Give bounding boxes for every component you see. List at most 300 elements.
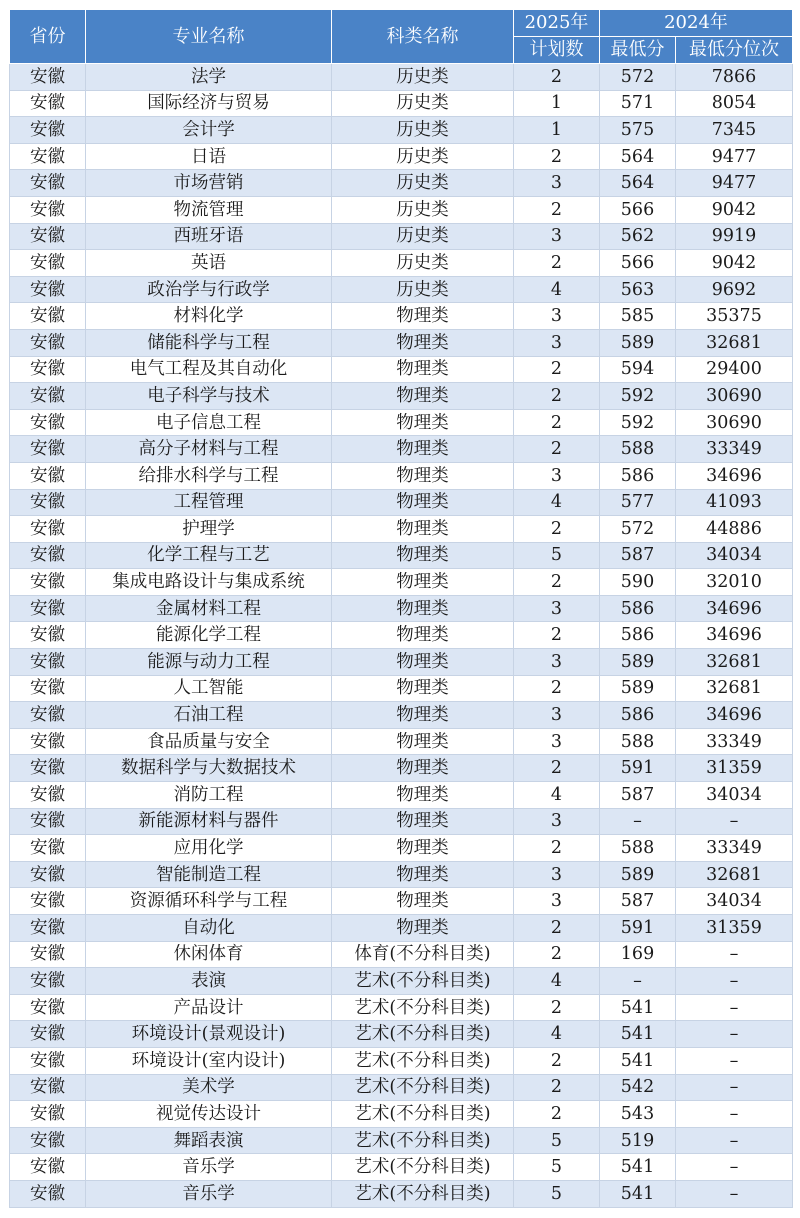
header-province: 省份	[10, 10, 86, 64]
cell-plan: 2	[514, 383, 600, 410]
table-row	[10, 702, 793, 729]
cell-min-score: 566	[600, 196, 676, 223]
header-plan: 计划数	[514, 37, 600, 64]
cell-category: 历史类	[332, 64, 514, 91]
cell-province: 安徽	[10, 888, 86, 915]
cell-major: 能源与动力工程	[86, 649, 332, 676]
cell-category: 物理类	[332, 622, 514, 649]
table-row	[10, 649, 793, 676]
cell-major: 数据科学与大数据技术	[86, 755, 332, 782]
cell-province: 安徽	[10, 569, 86, 596]
cell-min-score: 591	[600, 915, 676, 942]
cell-plan: 3	[514, 462, 600, 489]
cell-min-score: 588	[600, 835, 676, 862]
cell-category: 物理类	[332, 888, 514, 915]
cell-min-score: 572	[600, 64, 676, 91]
cell-province: 安徽	[10, 1101, 86, 1128]
cell-province: 安徽	[10, 143, 86, 170]
cell-province: 安徽	[10, 462, 86, 489]
cell-plan: 3	[514, 808, 600, 835]
cell-min-rank: 33349	[676, 728, 793, 755]
table-row	[10, 356, 793, 383]
cell-major: 高分子材料与工程	[86, 436, 332, 463]
cell-province: 安徽	[10, 196, 86, 223]
cell-major: 美术学	[86, 1074, 332, 1101]
cell-category: 物理类	[332, 915, 514, 942]
cell-category: 物理类	[332, 702, 514, 729]
cell-major: 应用化学	[86, 835, 332, 862]
cell-category: 艺术(不分科目类)	[332, 1180, 514, 1207]
cell-min-rank: 34696	[676, 595, 793, 622]
cell-province: 安徽	[10, 994, 86, 1021]
table-row	[10, 569, 793, 596]
cell-category: 历史类	[332, 143, 514, 170]
cell-min-rank: –	[676, 941, 793, 968]
cell-category: 物理类	[332, 436, 514, 463]
table-row	[10, 595, 793, 622]
cell-min-score: 588	[600, 436, 676, 463]
cell-category: 物理类	[332, 542, 514, 569]
table-row	[10, 1154, 793, 1181]
cell-province: 安徽	[10, 1021, 86, 1048]
cell-major: 产品设计	[86, 994, 332, 1021]
cell-min-rank: 34034	[676, 888, 793, 915]
cell-category: 艺术(不分科目类)	[332, 1101, 514, 1128]
table-row	[10, 90, 793, 117]
table-row	[10, 489, 793, 516]
cell-plan: 3	[514, 595, 600, 622]
cell-min-score: 541	[600, 994, 676, 1021]
cell-province: 安徽	[10, 542, 86, 569]
cell-min-score: 592	[600, 409, 676, 436]
cell-min-score: 541	[600, 1021, 676, 1048]
cell-major: 市场营销	[86, 170, 332, 197]
cell-min-rank: 9919	[676, 223, 793, 250]
header-plan-year: 2025年	[514, 10, 600, 37]
cell-category: 物理类	[332, 462, 514, 489]
cell-min-score: 586	[600, 462, 676, 489]
cell-plan: 4	[514, 276, 600, 303]
cell-province: 安徽	[10, 1074, 86, 1101]
cell-min-score: 588	[600, 728, 676, 755]
cell-min-rank: 35375	[676, 303, 793, 330]
cell-plan: 4	[514, 782, 600, 809]
cell-plan: 2	[514, 1074, 600, 1101]
cell-province: 安徽	[10, 702, 86, 729]
cell-province: 安徽	[10, 1047, 86, 1074]
cell-province: 安徽	[10, 595, 86, 622]
cell-plan: 3	[514, 329, 600, 356]
cell-min-score: 587	[600, 542, 676, 569]
cell-category: 历史类	[332, 250, 514, 277]
cell-category: 物理类	[332, 675, 514, 702]
cell-category: 历史类	[332, 117, 514, 144]
table-row	[10, 170, 793, 197]
table-row	[10, 303, 793, 330]
cell-min-rank: –	[676, 1180, 793, 1207]
cell-plan: 3	[514, 170, 600, 197]
table-row	[10, 143, 793, 170]
cell-major: 石油工程	[86, 702, 332, 729]
cell-category: 物理类	[332, 728, 514, 755]
cell-province: 安徽	[10, 436, 86, 463]
cell-min-rank: –	[676, 1047, 793, 1074]
table-row	[10, 622, 793, 649]
cell-category: 物理类	[332, 489, 514, 516]
cell-province: 安徽	[10, 383, 86, 410]
header-min-rank: 最低分位次	[676, 37, 793, 64]
cell-major: 音乐学	[86, 1180, 332, 1207]
cell-min-rank: 33349	[676, 835, 793, 862]
cell-min-score: –	[600, 968, 676, 995]
cell-province: 安徽	[10, 1127, 86, 1154]
cell-category: 艺术(不分科目类)	[332, 1047, 514, 1074]
cell-plan: 3	[514, 702, 600, 729]
cell-province: 安徽	[10, 755, 86, 782]
table-row	[10, 329, 793, 356]
cell-major: 储能科学与工程	[86, 329, 332, 356]
cell-plan: 2	[514, 835, 600, 862]
cell-province: 安徽	[10, 516, 86, 543]
cell-min-rank: 9042	[676, 196, 793, 223]
cell-plan: 2	[514, 1101, 600, 1128]
cell-plan: 3	[514, 861, 600, 888]
cell-plan: 2	[514, 196, 600, 223]
table-row	[10, 888, 793, 915]
cell-min-rank: 7345	[676, 117, 793, 144]
cell-plan: 2	[514, 250, 600, 277]
cell-plan: 4	[514, 1021, 600, 1048]
table-row	[10, 755, 793, 782]
cell-major: 会计学	[86, 117, 332, 144]
cell-province: 安徽	[10, 861, 86, 888]
cell-min-score: 590	[600, 569, 676, 596]
cell-min-rank: 32681	[676, 861, 793, 888]
cell-plan: 2	[514, 622, 600, 649]
cell-min-score: 575	[600, 117, 676, 144]
table-row	[10, 915, 793, 942]
cell-plan: 2	[514, 569, 600, 596]
table-row	[10, 835, 793, 862]
cell-min-score: 587	[600, 782, 676, 809]
cell-min-score: 589	[600, 329, 676, 356]
cell-plan: 4	[514, 968, 600, 995]
table-header	[10, 10, 793, 64]
table-row	[10, 64, 793, 91]
cell-min-score: 566	[600, 250, 676, 277]
table-row	[10, 383, 793, 410]
cell-min-rank: 32681	[676, 649, 793, 676]
cell-min-rank: 32681	[676, 329, 793, 356]
cell-min-score: 543	[600, 1101, 676, 1128]
cell-min-score: 571	[600, 90, 676, 117]
table-row	[10, 1127, 793, 1154]
cell-major: 食品质量与安全	[86, 728, 332, 755]
cell-category: 物理类	[332, 569, 514, 596]
cell-min-score: 586	[600, 702, 676, 729]
cell-category: 艺术(不分科目类)	[332, 994, 514, 1021]
cell-min-score: 541	[600, 1154, 676, 1181]
cell-province: 安徽	[10, 835, 86, 862]
admission-table-container	[9, 9, 792, 1208]
table-row	[10, 728, 793, 755]
cell-category: 艺术(不分科目类)	[332, 1021, 514, 1048]
cell-major: 工程管理	[86, 489, 332, 516]
cell-category: 艺术(不分科目类)	[332, 968, 514, 995]
cell-plan: 3	[514, 888, 600, 915]
cell-min-rank: –	[676, 1127, 793, 1154]
cell-min-score: 564	[600, 170, 676, 197]
cell-min-rank: 29400	[676, 356, 793, 383]
cell-category: 艺术(不分科目类)	[332, 1127, 514, 1154]
cell-major: 英语	[86, 250, 332, 277]
cell-major: 能源化学工程	[86, 622, 332, 649]
cell-min-score: 589	[600, 861, 676, 888]
cell-province: 安徽	[10, 90, 86, 117]
cell-plan: 2	[514, 409, 600, 436]
cell-province: 安徽	[10, 1154, 86, 1181]
cell-min-score: 572	[600, 516, 676, 543]
cell-major: 资源循环科学与工程	[86, 888, 332, 915]
cell-min-score: 586	[600, 595, 676, 622]
cell-major: 消防工程	[86, 782, 332, 809]
cell-plan: 2	[514, 1047, 600, 1074]
cell-category: 体育(不分科目类)	[332, 941, 514, 968]
cell-plan: 2	[514, 436, 600, 463]
cell-major: 物流管理	[86, 196, 332, 223]
cell-min-score: –	[600, 808, 676, 835]
cell-major: 自动化	[86, 915, 332, 942]
cell-category: 物理类	[332, 409, 514, 436]
cell-category: 艺术(不分科目类)	[332, 1154, 514, 1181]
cell-min-rank: 9042	[676, 250, 793, 277]
table-row	[10, 542, 793, 569]
cell-min-rank: 30690	[676, 409, 793, 436]
cell-major: 智能制造工程	[86, 861, 332, 888]
cell-major: 政治学与行政学	[86, 276, 332, 303]
cell-province: 安徽	[10, 941, 86, 968]
table-body	[10, 64, 793, 1208]
cell-min-rank: 41093	[676, 489, 793, 516]
table-row	[10, 968, 793, 995]
cell-min-score: 591	[600, 755, 676, 782]
cell-category: 物理类	[332, 595, 514, 622]
cell-min-rank: –	[676, 968, 793, 995]
cell-min-rank: 7866	[676, 64, 793, 91]
table-row	[10, 462, 793, 489]
table-row	[10, 1074, 793, 1101]
cell-min-rank: 9477	[676, 170, 793, 197]
cell-min-rank: 32010	[676, 569, 793, 596]
cell-plan: 2	[514, 64, 600, 91]
cell-major: 环境设计(室内设计)	[86, 1047, 332, 1074]
cell-province: 安徽	[10, 675, 86, 702]
table-row	[10, 861, 793, 888]
table-row	[10, 1180, 793, 1207]
cell-major: 休闲体育	[86, 941, 332, 968]
cell-category: 物理类	[332, 383, 514, 410]
cell-category: 物理类	[332, 755, 514, 782]
table-row	[10, 196, 793, 223]
table-row	[10, 223, 793, 250]
cell-category: 物理类	[332, 782, 514, 809]
cell-province: 安徽	[10, 170, 86, 197]
cell-min-rank: 33349	[676, 436, 793, 463]
cell-plan: 2	[514, 675, 600, 702]
cell-major: 给排水科学与工程	[86, 462, 332, 489]
cell-province: 安徽	[10, 250, 86, 277]
cell-min-score: 541	[600, 1047, 676, 1074]
cell-province: 安徽	[10, 223, 86, 250]
table-row	[10, 409, 793, 436]
header-category: 科类名称	[332, 10, 514, 64]
table-row	[10, 1047, 793, 1074]
cell-min-rank: 32681	[676, 675, 793, 702]
cell-plan: 2	[514, 755, 600, 782]
cell-province: 安徽	[10, 356, 86, 383]
cell-min-rank: –	[676, 1021, 793, 1048]
cell-category: 物理类	[332, 835, 514, 862]
cell-province: 安徽	[10, 782, 86, 809]
cell-min-score: 563	[600, 276, 676, 303]
cell-province: 安徽	[10, 622, 86, 649]
cell-province: 安徽	[10, 808, 86, 835]
table-row	[10, 808, 793, 835]
cell-plan: 2	[514, 941, 600, 968]
cell-min-score: 542	[600, 1074, 676, 1101]
cell-min-rank: –	[676, 1101, 793, 1128]
cell-province: 安徽	[10, 64, 86, 91]
cell-plan: 3	[514, 223, 600, 250]
cell-min-rank: 9692	[676, 276, 793, 303]
cell-major: 舞蹈表演	[86, 1127, 332, 1154]
table-row	[10, 1101, 793, 1128]
cell-min-rank: 31359	[676, 755, 793, 782]
cell-min-score: 586	[600, 622, 676, 649]
cell-plan: 1	[514, 90, 600, 117]
cell-plan: 2	[514, 915, 600, 942]
cell-major: 电子信息工程	[86, 409, 332, 436]
cell-plan: 3	[514, 728, 600, 755]
cell-major: 环境设计(景观设计)	[86, 1021, 332, 1048]
header-min-score: 最低分	[600, 37, 676, 64]
cell-min-score: 587	[600, 888, 676, 915]
cell-min-rank: –	[676, 1154, 793, 1181]
cell-plan: 3	[514, 649, 600, 676]
cell-category: 物理类	[332, 808, 514, 835]
cell-category: 物理类	[332, 861, 514, 888]
cell-min-rank: 31359	[676, 915, 793, 942]
cell-major: 日语	[86, 143, 332, 170]
cell-plan: 5	[514, 1127, 600, 1154]
cell-province: 安徽	[10, 489, 86, 516]
cell-min-rank: 34696	[676, 462, 793, 489]
cell-category: 物理类	[332, 329, 514, 356]
table-row	[10, 250, 793, 277]
cell-min-score: 585	[600, 303, 676, 330]
cell-province: 安徽	[10, 649, 86, 676]
cell-min-score: 519	[600, 1127, 676, 1154]
cell-plan: 2	[514, 516, 600, 543]
cell-category: 历史类	[332, 276, 514, 303]
cell-plan: 5	[514, 1154, 600, 1181]
cell-plan: 3	[514, 303, 600, 330]
cell-min-score: 577	[600, 489, 676, 516]
cell-province: 安徽	[10, 329, 86, 356]
cell-plan: 4	[514, 489, 600, 516]
cell-major: 音乐学	[86, 1154, 332, 1181]
table-row	[10, 516, 793, 543]
table-row	[10, 436, 793, 463]
cell-province: 安徽	[10, 915, 86, 942]
cell-category: 历史类	[332, 223, 514, 250]
cell-category: 物理类	[332, 649, 514, 676]
table-row	[10, 782, 793, 809]
cell-major: 新能源材料与器件	[86, 808, 332, 835]
cell-category: 物理类	[332, 356, 514, 383]
cell-major: 西班牙语	[86, 223, 332, 250]
cell-plan: 1	[514, 117, 600, 144]
header-major: 专业名称	[86, 10, 332, 64]
cell-min-score: 589	[600, 675, 676, 702]
cell-min-rank: 44886	[676, 516, 793, 543]
cell-category: 历史类	[332, 170, 514, 197]
cell-plan: 5	[514, 542, 600, 569]
table-row	[10, 117, 793, 144]
table-row	[10, 276, 793, 303]
table-row	[10, 941, 793, 968]
cell-major: 法学	[86, 64, 332, 91]
cell-min-score: 564	[600, 143, 676, 170]
cell-major: 视觉传达设计	[86, 1101, 332, 1128]
cell-major: 化学工程与工艺	[86, 542, 332, 569]
cell-province: 安徽	[10, 409, 86, 436]
cell-min-score: 169	[600, 941, 676, 968]
cell-major: 电子科学与技术	[86, 383, 332, 410]
cell-min-rank: 8054	[676, 90, 793, 117]
cell-major: 护理学	[86, 516, 332, 543]
cell-plan: 5	[514, 1180, 600, 1207]
cell-province: 安徽	[10, 1180, 86, 1207]
cell-min-rank: 30690	[676, 383, 793, 410]
table-row	[10, 1021, 793, 1048]
cell-major: 人工智能	[86, 675, 332, 702]
cell-province: 安徽	[10, 276, 86, 303]
table-row	[10, 675, 793, 702]
cell-major: 金属材料工程	[86, 595, 332, 622]
cell-min-score: 594	[600, 356, 676, 383]
cell-plan: 2	[514, 356, 600, 383]
cell-category: 物理类	[332, 516, 514, 543]
cell-min-rank: –	[676, 994, 793, 1021]
cell-min-rank: 34034	[676, 782, 793, 809]
cell-category: 历史类	[332, 196, 514, 223]
admission-table	[9, 9, 793, 1208]
cell-min-rank: 34034	[676, 542, 793, 569]
cell-major: 表演	[86, 968, 332, 995]
table-row	[10, 994, 793, 1021]
cell-min-rank: –	[676, 808, 793, 835]
cell-major: 材料化学	[86, 303, 332, 330]
cell-min-rank: 34696	[676, 702, 793, 729]
cell-min-rank: 9477	[676, 143, 793, 170]
cell-min-score: 541	[600, 1180, 676, 1207]
cell-major: 集成电路设计与集成系统	[86, 569, 332, 596]
cell-category: 物理类	[332, 303, 514, 330]
cell-plan: 2	[514, 994, 600, 1021]
cell-min-rank: –	[676, 1074, 793, 1101]
cell-min-score: 592	[600, 383, 676, 410]
